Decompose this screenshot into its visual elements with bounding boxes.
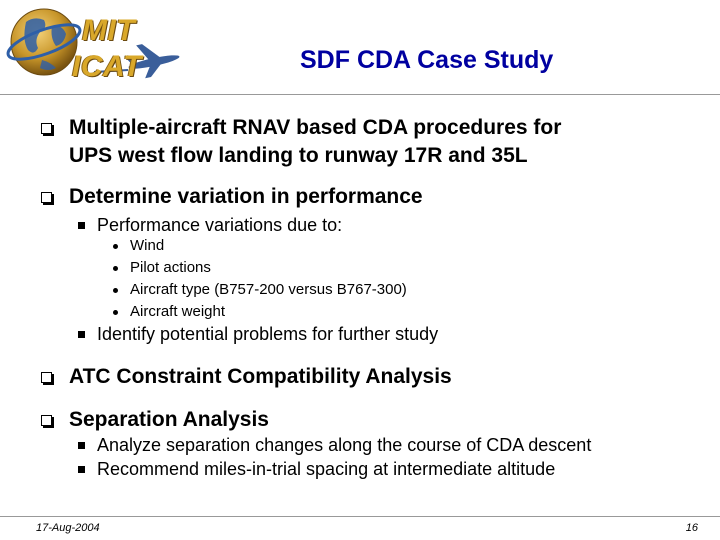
- bullet-3-text: ATC Constraint Compatibility Analysis: [69, 365, 452, 388]
- mit-icat-logo: [4, 4, 200, 90]
- bullet-1-line-1: Multiple-aircraft RNAV based CDA procedures for: [69, 116, 562, 139]
- item-aircraft-weight: Aircraft weight: [130, 303, 226, 320]
- sub-bullet-recommend: Recommend miles-in-trial spacing at intermediate altitude: [97, 459, 556, 479]
- bullet-box-icon: [41, 372, 52, 383]
- logo-mit-text: MIT: [82, 14, 136, 47]
- dot-bullet-icon: [113, 244, 118, 249]
- dot-bullet-icon: [113, 310, 118, 315]
- footer-divider: [0, 516, 720, 517]
- dot-bullet-icon: [113, 266, 118, 271]
- square-bullet-icon: [78, 442, 85, 449]
- footer-date: 17-Aug-2004: [36, 522, 100, 534]
- header-divider: [0, 94, 720, 95]
- page-number: 16: [685, 522, 698, 534]
- bullet-box-icon: [41, 415, 52, 426]
- square-bullet-icon: [78, 222, 85, 229]
- bullet-1-line-2: UPS west flow landing to runway 17R and 35L: [69, 144, 528, 167]
- item-wind: Wind: [130, 237, 165, 254]
- item-aircraft-type: Aircraft type (B757-200 versus B767-300): [130, 281, 407, 298]
- square-bullet-icon: [78, 331, 85, 338]
- logo-icat-text: ICAT: [72, 50, 142, 83]
- bullet-box-icon: [41, 123, 52, 134]
- item-pilot-actions: Pilot actions: [130, 259, 211, 276]
- sub-bullet-performance: Performance variations due to:: [97, 215, 343, 235]
- bullet-2-text: Determine variation in performance: [69, 185, 423, 208]
- slide-title: SDF CDA Case Study: [300, 46, 554, 74]
- bullet-4-text: Separation Analysis: [69, 408, 269, 431]
- square-bullet-icon: [78, 466, 85, 473]
- bullet-box-icon: [41, 192, 52, 203]
- dot-bullet-icon: [113, 288, 118, 293]
- sub-bullet-identify: Identify potential problems for further study: [97, 324, 439, 344]
- sub-bullet-analyze: Analyze separation changes along the course of CDA descent: [97, 435, 592, 455]
